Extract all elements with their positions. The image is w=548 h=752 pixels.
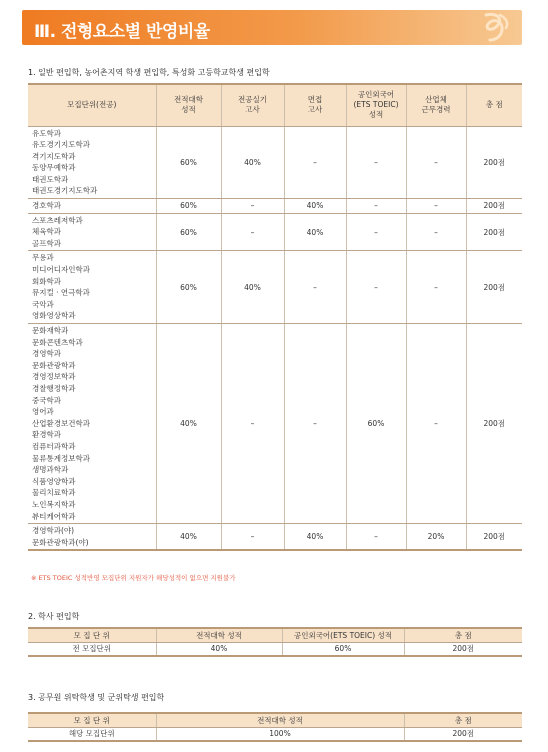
unit-name: 태권도학과 bbox=[32, 174, 69, 184]
table-header: 총 점 bbox=[404, 628, 522, 642]
unit-list bbox=[28, 251, 156, 324]
table-cell: 60% bbox=[156, 126, 221, 199]
unit-name: 컴퓨터과학과 bbox=[32, 441, 76, 451]
table-row bbox=[28, 524, 522, 551]
ribbon-logo-icon bbox=[476, 12, 512, 43]
table-row bbox=[28, 199, 522, 214]
unit-list bbox=[28, 324, 156, 524]
table-cell: 40% bbox=[221, 126, 284, 199]
table-cell: 200점 bbox=[404, 642, 522, 656]
table-cell: 60% bbox=[346, 324, 406, 524]
table-cell: 60% bbox=[156, 213, 221, 251]
table-cell: – bbox=[284, 126, 346, 199]
unit-list bbox=[28, 126, 156, 199]
table-cell: – bbox=[346, 199, 406, 214]
table-cell: 100% bbox=[156, 727, 404, 741]
unit-name: 산업환경보건학과 bbox=[32, 418, 90, 428]
table-cell: 40% bbox=[284, 524, 346, 551]
section2-title: 2. 학사 편입학 bbox=[28, 612, 80, 621]
unit-name: 유도학과 bbox=[32, 128, 61, 138]
unit-name: 문화관광학과 bbox=[32, 360, 76, 370]
table-cell: – bbox=[406, 199, 466, 214]
table-header bbox=[221, 84, 284, 126]
table-cell: 200점 bbox=[466, 199, 522, 214]
section2-table bbox=[28, 627, 522, 657]
table-cell: – bbox=[346, 251, 406, 324]
unit-name: 영어과 bbox=[32, 407, 54, 417]
header-line: 고사 bbox=[307, 105, 323, 115]
unit-name: 영화영상학과 bbox=[32, 311, 76, 321]
unit-name: 회화학과 bbox=[32, 276, 61, 286]
unit-name: 물리치료학과 bbox=[32, 488, 76, 498]
table-row bbox=[28, 213, 522, 251]
table-cell: 전 모집단위 bbox=[72, 644, 112, 654]
table-header: 전적대학 성적 bbox=[156, 713, 404, 727]
table-cell: 200점 bbox=[466, 126, 522, 199]
unit-name: 동양무예학과 bbox=[32, 163, 76, 173]
table-cell: – bbox=[221, 213, 284, 251]
toeic-note: ※ ETS TOEIC 성적반영 모집단위 지원자가 해당성적이 없으면 지원불가 bbox=[31, 574, 236, 582]
header-line: 산업체 bbox=[425, 95, 447, 105]
table-cell: – bbox=[284, 251, 346, 324]
unit-name: 경호학과 bbox=[32, 201, 61, 211]
table-cell: 60% bbox=[156, 251, 221, 324]
table-row bbox=[28, 324, 522, 524]
table-cell: 200점 bbox=[466, 213, 522, 251]
table-cell: – bbox=[221, 524, 284, 551]
unit-name: 환경학과 bbox=[32, 430, 61, 440]
table-row bbox=[28, 642, 522, 656]
unit-name: 뷰티케어학과 bbox=[32, 511, 76, 521]
header-line: 고사 bbox=[245, 105, 260, 115]
table-row bbox=[28, 126, 522, 199]
header-line: (ETS TOEIC) bbox=[353, 100, 399, 110]
table-header: 총 점 bbox=[404, 713, 522, 727]
table-cell: 40% bbox=[221, 251, 284, 324]
unit-name: 경영학과(야) bbox=[32, 526, 75, 536]
table-header bbox=[284, 84, 346, 126]
header-line: 모집단위(전공) bbox=[67, 100, 117, 110]
unit-name: 경영정보학과 bbox=[32, 372, 76, 382]
unit-list bbox=[28, 524, 156, 551]
table-header bbox=[156, 84, 221, 126]
section-banner bbox=[22, 10, 522, 45]
section1-table bbox=[28, 83, 522, 551]
table-cell: 해당 모집단위 bbox=[68, 729, 115, 739]
unit-name: 무용과 bbox=[32, 253, 54, 263]
unit-name: 경찰행정학과 bbox=[32, 383, 76, 393]
table-row bbox=[28, 727, 522, 741]
unit-name: 태권도경기지도학과 bbox=[32, 186, 98, 196]
unit-name: 격기지도학과 bbox=[32, 151, 76, 161]
banner-title: Ⅲ. 전형요소별 반영비율 bbox=[34, 22, 210, 42]
table-header: 전적대학 성적 bbox=[156, 628, 282, 642]
unit-name: 스포츠레저학과 bbox=[32, 215, 83, 225]
unit-name: 문화콘텐츠학과 bbox=[32, 337, 83, 347]
unit-name: 골프학과 bbox=[32, 238, 61, 248]
section1-title: 1. 일반 편입학, 농어촌지역 학생 편입학, 특성화 고등학교학생 편입학 bbox=[28, 68, 270, 77]
table-cell: – bbox=[346, 126, 406, 199]
unit-name: 노인복지학과 bbox=[32, 499, 76, 509]
unit-name: 체육학과 bbox=[32, 227, 61, 237]
unit-name: 중국학과 bbox=[32, 395, 61, 405]
header-line: 성적 bbox=[368, 110, 384, 120]
table-cell: 40% bbox=[284, 213, 346, 251]
table-cell: 40% bbox=[156, 324, 221, 524]
section3-table bbox=[28, 712, 522, 742]
header-line: 전공실기 bbox=[238, 95, 267, 105]
header-line: 면접 bbox=[307, 95, 323, 105]
unit-name: 생명과학과 bbox=[32, 465, 69, 475]
table-header bbox=[406, 84, 466, 126]
table-cell: 40% bbox=[284, 199, 346, 214]
unit-name: 문화재학과 bbox=[32, 326, 69, 335]
header-line: 공인외국어 bbox=[357, 90, 395, 100]
table-cell: – bbox=[346, 213, 406, 251]
unit-name: 뮤지컬 · 연극학과 bbox=[32, 288, 90, 298]
table-header: 모 집 단 위 bbox=[28, 713, 156, 727]
table-cell: – bbox=[346, 524, 406, 551]
header-line: 총 점 bbox=[485, 100, 503, 110]
table-cell: 60% bbox=[156, 199, 221, 214]
unit-name: 문화관광학과(야) bbox=[32, 537, 89, 547]
table-header bbox=[28, 84, 156, 126]
table-cell: – bbox=[221, 324, 284, 524]
table-cell: 200점 bbox=[466, 524, 522, 551]
table-cell: 200점 bbox=[404, 727, 522, 741]
table-cell: – bbox=[406, 251, 466, 324]
unit-name: 물류통계정보학과 bbox=[32, 453, 90, 463]
table-cell: 60% bbox=[282, 642, 404, 656]
section3-title: 3. 공무원 위탁학생 및 군위탁생 편입학 bbox=[28, 693, 165, 702]
header-line: 근무경력 bbox=[421, 105, 451, 115]
table-header bbox=[466, 84, 522, 126]
table-cell: 40% bbox=[156, 642, 282, 656]
unit-list bbox=[28, 199, 156, 214]
table-cell: 40% bbox=[156, 524, 221, 551]
unit-list bbox=[28, 213, 156, 251]
table-cell: – bbox=[406, 126, 466, 199]
table-cell: 20% bbox=[406, 524, 466, 551]
table-cell: – bbox=[221, 199, 284, 214]
table-cell: – bbox=[406, 324, 466, 524]
unit-name: 유도경기지도학과 bbox=[32, 140, 90, 150]
table-header: 모 집 단 위 bbox=[28, 628, 156, 642]
unit-name: 미디어디자인학과 bbox=[32, 265, 90, 275]
unit-name: 국악과 bbox=[32, 299, 54, 309]
table-cell: 200점 bbox=[466, 324, 522, 524]
header-line: 성적 bbox=[181, 105, 196, 115]
table-header bbox=[346, 84, 406, 126]
table-header: 공인외국어(ETS TOEIC) 성적 bbox=[282, 628, 404, 642]
table-cell: 200점 bbox=[466, 251, 522, 324]
unit-name: 경영학과 bbox=[32, 349, 61, 359]
table-cell: – bbox=[406, 213, 466, 251]
header-line: 전적대학 bbox=[174, 95, 203, 105]
unit-name: 식품영양학과 bbox=[32, 476, 76, 486]
table-cell: – bbox=[284, 324, 346, 524]
table-row bbox=[28, 251, 522, 324]
